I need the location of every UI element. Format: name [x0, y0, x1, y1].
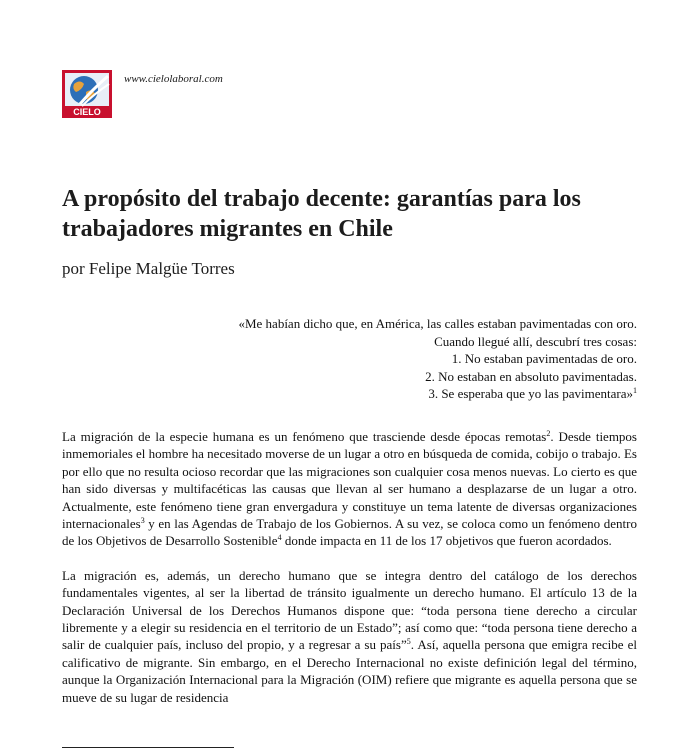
footnote-ref-5[interactable]: 5 — [406, 637, 411, 647]
article-author: por Felipe Malgüe Torres — [62, 259, 235, 278]
paragraph-text: . Desde tiempos inmemoriales el hombre ha necesitado moverse de un lugar a otro en búsqueda de comida, cobijo o trabajo. Es por ello que no resulta ocioso recordar que las migraciones son cualquier cosa menos nuevas. Lo cierto es que han sido diversas y multifacéticas las causas que llevan al ser humano a desplazarse de un lugar a otro. Actualmente, este fenómeno tiene gran envergadura y constituye un tema latente de diversas organizaciones internacionales — [62, 429, 637, 532]
article-body — [62, 428, 637, 706]
epigraph-line: Cuando llegué allí, descubrí tres cosas: — [434, 333, 637, 349]
paragraph-text: La migración es, además, un derecho humano que se integra dentro del catálogo de los derechos fundamentales vigentes, al ser la libertad de tránsito igualmente un derecho humano. El artículo 13 de la Declaración Universal de los Derechos Humanos dispone que: “toda persona tiene derecho a circular libremente y a elegir su residencia en el territorio de un Estado”; así como que: “toda persona tiene derecho a salir de cualquier país, incluso del propio, y a regresar a su país” — [62, 567, 637, 653]
footnote-ref-3[interactable]: 3 — [140, 516, 145, 526]
epigraph-line — [238, 385, 637, 403]
epigraph-line: 2. No estaban en absoluto pavimentadas. — [425, 368, 637, 384]
paragraph-text: . Así, aquella persona que emigra recibe el calificativo de migrante. Sin embargo, en el Derecho Internacional no existe definición legal del término, aunque la Organización Internacional para la Migración (OIM) refiere que migrante es aquella persona que se mueve de su lugar de residencia — [62, 637, 637, 705]
site-url[interactable]: www.cielolaboral.com — [124, 73, 223, 85]
paragraph-text: donde impacta en 11 de los 17 objetivos que fueron acordados. — [281, 533, 612, 549]
paragraph-2 — [62, 567, 637, 706]
paragraph-text: y en las Agendas de Trabajo de los Gobiernos. A su vez, se coloca como un fenómeno dentro de los Objetivos de Desarrollo Sostenible — [62, 516, 637, 549]
footnote-ref-1[interactable]: 1 — [633, 386, 637, 395]
cielo-logo — [62, 70, 112, 118]
paragraph-1 — [62, 428, 637, 550]
epigraph — [238, 315, 637, 403]
epigraph-line: 1. No estaban pavimentadas de oro. — [451, 351, 637, 366]
svg-text:CIELO: CIELO — [73, 107, 101, 117]
article-title: A propósito del trabajo decente: garantías para los trabajadores migrantes en Chile — [62, 186, 581, 242]
epigraph-line: «Me habían dicho que, en América, las calles estaban pavimentadas con oro. — [238, 316, 637, 331]
footnote-ref-2[interactable]: 2 — [546, 429, 551, 438]
paragraph-text: La migración de la especie humana es un fenómeno que trasciende desde épocas remotas — [62, 429, 547, 444]
cielo-logo-graphic — [62, 70, 112, 118]
footnote-separator — [62, 747, 234, 748]
epigraph-text: 3. Se esperaba que yo las pavimentara» — [428, 386, 633, 401]
footnote-ref-4[interactable]: 4 — [277, 533, 282, 543]
